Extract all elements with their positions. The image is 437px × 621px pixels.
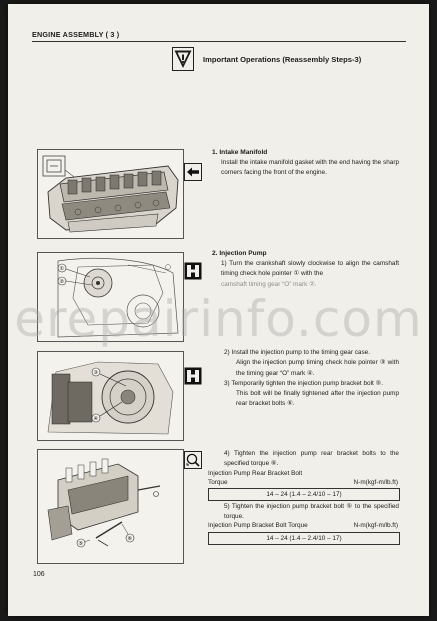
injection-pump-step2-align: Align the injection pump timing check hole pointer ③ with the timing gear “O” mark ④. <box>236 359 399 377</box>
injection-pump-step1-text: 1) Turn the crankshaft slowly clockwise to align the camshaft timing check hole pointer ① with the <box>221 260 399 278</box>
torque-value-box-1: 14 – 24 (1.4 – 2.4/10 – 17) <box>208 488 400 501</box>
page-number: 106 <box>33 571 45 578</box>
callout-2: ② <box>59 279 65 285</box>
arrow-left-icon <box>184 163 202 181</box>
callout-1: ① <box>59 266 65 272</box>
injection-pump-step3-text: 3) Temporarily tighten the injection pump bracket bolt ⑤. <box>224 379 384 387</box>
warning-triangle-icon <box>172 47 194 71</box>
intake-manifold-text: Install the intake manifold gasket with the end having the sharp corners facing the front of the engine. <box>221 159 399 177</box>
torque-row-1 <box>208 479 398 486</box>
injection-pump-step4: 4) Tighten the injection pump rear bracket bolts to the specified torque ⑥. <box>224 450 399 468</box>
callout-5: ⑤ <box>78 541 84 547</box>
injection-pump-step3-note: This bolt will be finally tightened after the injection pump rear bracket bolts ⑥. <box>236 390 399 408</box>
torque-unit-1: N-m(kgf-m/lb.ft) <box>353 479 398 486</box>
callout-6: ⑥ <box>127 536 133 542</box>
intake-manifold-title: 1. Intake Manifold <box>212 149 268 156</box>
important-operations-title: Important Operations (Reassembly Steps-3) <box>203 55 362 64</box>
injection-pump-step2 <box>224 348 399 410</box>
injection-pump-title: 2. Injection Pump <box>212 250 267 257</box>
timing-align-icon <box>184 262 202 280</box>
watermark: erepairinfo.com <box>14 290 423 348</box>
figure-pump-install <box>37 351 184 441</box>
rear-bracket-label: Injection Pump Rear Bracket Bolt <box>208 470 303 477</box>
figure-intake-manifold <box>37 149 184 239</box>
section-header: ENGINE ASSEMBLY ( 3 ) <box>32 30 120 39</box>
injection-pump-step1-text-cont: camshaft timing gear “O” mark ②. <box>221 280 317 288</box>
torque-wrench-icon <box>184 451 202 469</box>
callout-3: ③ <box>93 370 99 376</box>
torque-value-box-2: 14 – 24 (1.4 – 2.4/10 – 17) <box>208 532 400 545</box>
timing-align-icon <box>184 367 202 385</box>
bracket-torque-label: Injection Pump Bracket Bolt Torque <box>208 522 308 529</box>
torque-label: Torque <box>208 479 228 486</box>
callout-4: ④ <box>93 416 99 422</box>
torque-unit-2: N-m(kgf-m/lb.ft) <box>353 522 398 529</box>
figure-injection-pump <box>37 449 184 564</box>
injection-pump-step2-text: 2) Install the injection pump to the timing gear case. <box>224 349 370 356</box>
injection-pump-step5: 5) Tighten the injection pump bracket bolt ⑤ to the specified torque. <box>224 503 399 521</box>
injection-pump-step1 <box>221 259 399 290</box>
header-rule <box>32 41 406 42</box>
torque-row-2 <box>208 522 398 529</box>
